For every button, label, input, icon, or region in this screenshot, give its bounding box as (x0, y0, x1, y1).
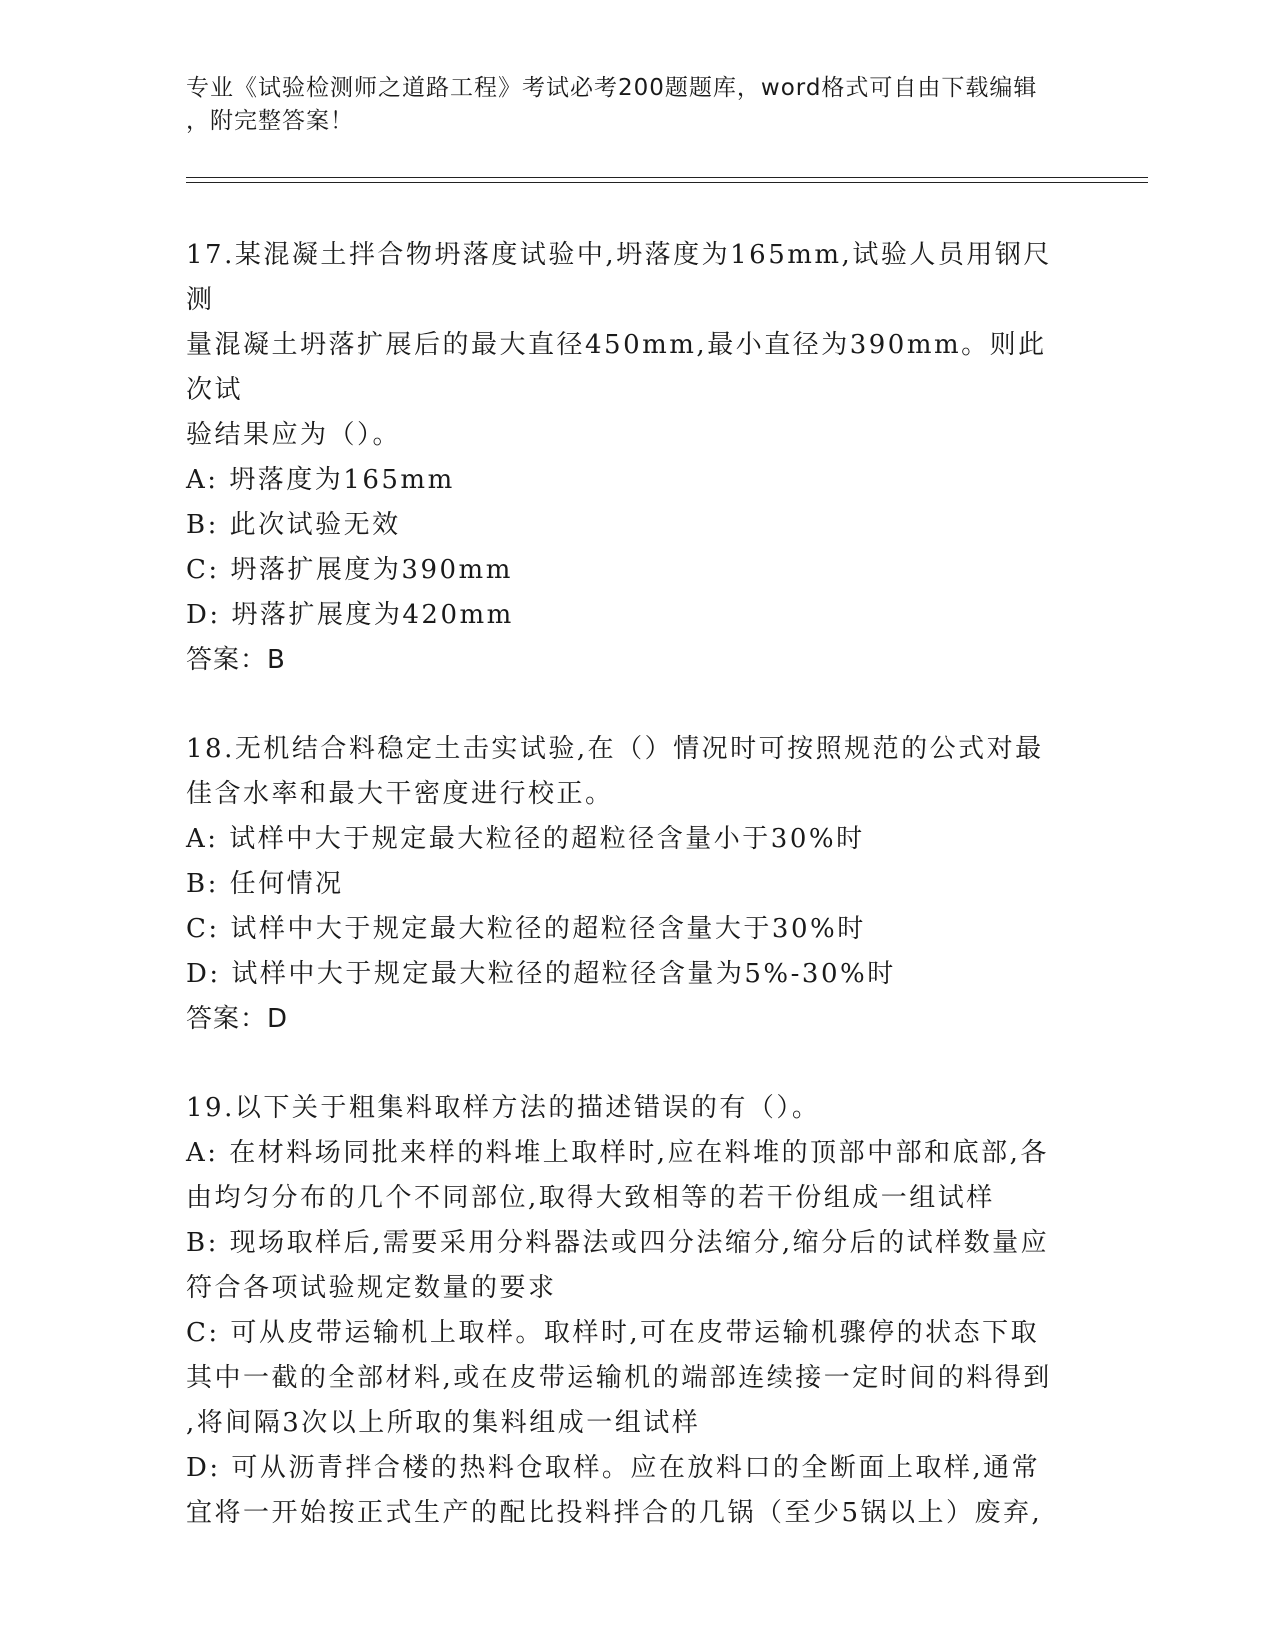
question-stem-line: 验结果应为（）。 (186, 420, 402, 450)
question-stem-line: 17.某混凝土拌合物坍落度试验中,坍落度为165mm,试验人员用钢尺测 (186, 240, 1052, 315)
answer-line: 答案：B (186, 645, 286, 675)
question-stem-line: 佳含水率和最大干密度进行校正。 (186, 779, 614, 809)
option-b: B: 任何情况 (186, 869, 344, 899)
question-list (186, 233, 1066, 1580)
option-a: A: 试样中大于规定最大粒径的超粒径含量小于30%时 (186, 824, 865, 854)
option-b: B: 此次试验无效 (186, 510, 401, 540)
option-b-line: 符合各项试验规定数量的要求 (186, 1273, 557, 1303)
option-c: C: 坍落扩展度为390mm (186, 555, 513, 585)
question-17 (186, 233, 1066, 683)
option-d: D: 坍落扩展度为420mm (186, 600, 514, 630)
header-line-1: 专业《试验检测师之道路工程》考试必考200题题库，word格式可自由下载编辑 (186, 75, 1038, 101)
question-19 (186, 1086, 1066, 1536)
option-b-line: B: 现场取样后,需要采用分料器法或四分法缩分,缩分后的试样数量应 (186, 1228, 1050, 1258)
option-d: D: 试样中大于规定最大粒径的超粒径含量为5%-30%时 (186, 959, 896, 989)
question-stem-line: 19.以下关于粗集料取样方法的描述错误的有（）。 (186, 1093, 821, 1123)
option-d-line: 宜将一开始按正式生产的配比投料拌合的几锅（至少5锅以上）废弃, (186, 1498, 1043, 1528)
question-stem-line: 18.无机结合料稳定土击实试验,在（）情况时可按照规范的公式对最 (186, 734, 1044, 764)
option-a: A: 坍落度为165mm (186, 465, 455, 495)
option-c-line: C: 可从皮带运输机上取样。取样时,可在皮带运输机骤停的状态下取 (186, 1318, 1040, 1348)
question-18 (186, 727, 1066, 1042)
header-divider-top (186, 177, 1148, 178)
option-a-line: A: 在材料场同批来样的料堆上取样时,应在料堆的顶部中部和底部,各 (186, 1138, 1049, 1168)
question-stem-line: 量混凝土坍落扩展后的最大直径450mm,最小直径为390mm。则此次试 (186, 330, 1047, 405)
answer-line: 答案：D (186, 1004, 289, 1034)
page-header (186, 72, 1086, 138)
option-c-line: ,将间隔3次以上所取的集料组成一组试样 (186, 1408, 701, 1438)
option-a-line: 由均匀分布的几个不同部位,取得大致相等的若干份组成一组试样 (186, 1183, 995, 1213)
option-c-line: 其中一截的全部材料,或在皮带运输机的端部连续接一定时间的料得到 (186, 1363, 1052, 1393)
header-divider-bottom (186, 182, 1148, 183)
option-d-line: D: 可从沥青拌合楼的热料仓取样。应在放料口的全断面上取样,通常 (186, 1453, 1041, 1483)
header-line-2: ，附完整答案！ (186, 108, 354, 134)
option-c: C: 试样中大于规定最大粒径的超粒径含量大于30%时 (186, 914, 866, 944)
